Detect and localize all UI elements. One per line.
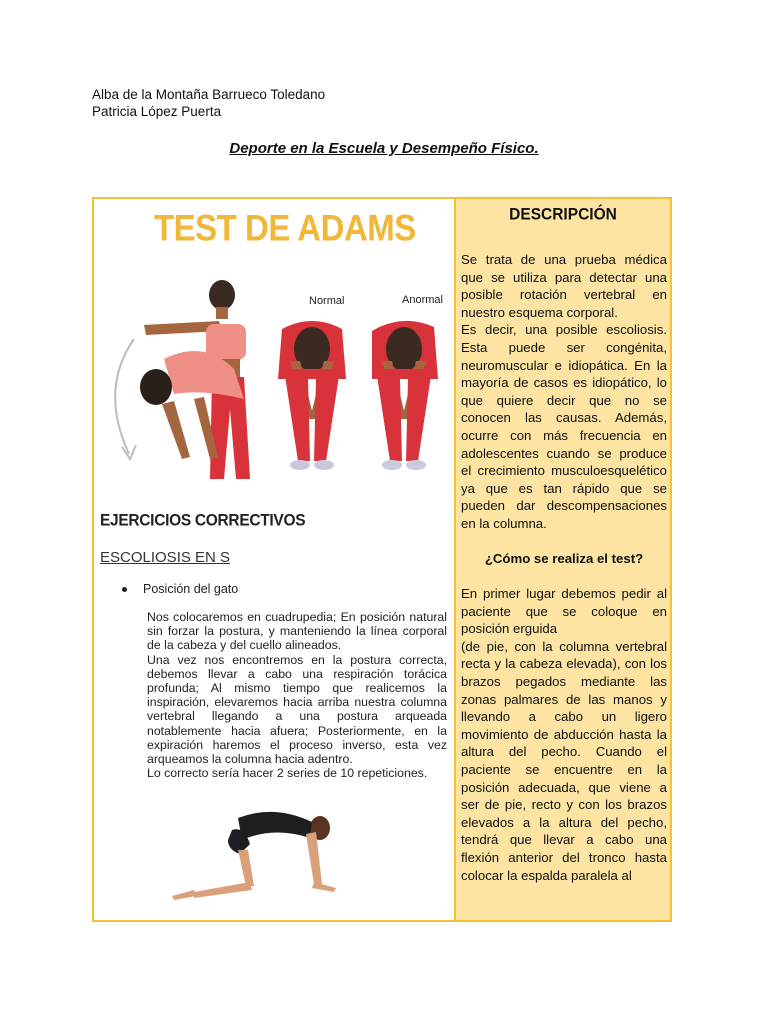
instruction-paragraph-3: Lo correcto sería hacer 2 series de 10 repeticiones. — [147, 766, 428, 781]
authors — [92, 86, 325, 120]
adams-test-illustration — [94, 269, 454, 509]
normal-back-figure — [278, 321, 346, 470]
test-adams-title: TEST DE ADAMS — [154, 207, 416, 249]
right-column — [456, 199, 670, 920]
author-2: Patricia López Puerta — [92, 104, 222, 119]
left-column — [94, 199, 454, 920]
instruction-paragraph-1: Nos colocaremos en cuadrupedia; En posición natural sin forzar la postura, y manteniendo la línea corporal de la cabeza y del cuello alineados. — [147, 610, 447, 653]
bullet-dot-icon — [122, 587, 127, 592]
instruction-paragraph-2: Una vez nos encontremos en la postura correcta, debemos llevar a cabo una respiración torácica profunda; Al mismo tiempo que realicemos la inspiración, elevaremos hacia arriba nuestra columna vertebral llegando a una postura arqueada notablemente hacia afuera; Posteriormente, en la expiración haremos el proceso inverso, esta vez arqueamos la columna hacia adentro. — [147, 652, 447, 767]
escoliosis-s-subtitle: ESCOLIOSIS EN S — [100, 549, 231, 566]
description-p4: (de pie, con la columna vertebral recta y la cabeza elevada), con los brazos pegados mediante las zonas palmares de las manos y llevando a cabo un ligero movimiento de abducción hasta la altura del pecho. Cuando el paciente se encuentre en la posición adecuada, que viene a ser de pie, recto y con los brazos elevados a la altura del pecho, tendrá que llevar a cabo una flexión anterior del tronco hasta colocar la espalda paralela al — [461, 638, 667, 883]
how-test-question: ¿Cómo se realiza el test? — [484, 550, 644, 566]
description-p2: Es decir, una posible escoliosis. Esta puede ser congénita, neuromuscular e idiopática. En la mayoría de casos es idiopático, lo que quiere decir que no se conocen las causas. Además, ocurre con más frecuencia en adolescentes cuando se produce el crecimiento musculoesquelético ya que es tan rápido que se pueden dar descompensaciones en la columna. — [461, 322, 667, 531]
description-p3: En primer lugar debemos pedir al paciente que se coloque en posición erguida — [461, 586, 667, 637]
label-normal: Normal — [309, 295, 345, 307]
content-table — [92, 197, 672, 922]
abnormal-back-figure — [372, 321, 438, 470]
motion-arrow-icon — [115, 339, 134, 454]
exercise-instructions — [147, 610, 447, 780]
bullet-label: Posición del gato — [143, 582, 239, 596]
document-title: Deporte en la Escuela y Desempeño Físico. — [229, 140, 539, 157]
description-text — [461, 251, 667, 884]
bullet-item — [122, 582, 238, 596]
author-1: Alba de la Montaña Barrueco Toledano — [92, 87, 326, 102]
label-anormal: Anormal — [402, 294, 443, 306]
descripcion-title: DESCRIPCIÓN — [509, 205, 617, 224]
description-intro: Se trata de una prueba médica que se utiliza para detectar una posible rotación vertebral en nuestro esquema corporal. — [461, 252, 667, 320]
ejercicios-correctivos-title: EJERCICIOS CORRECTIVOS — [100, 511, 306, 530]
cat-pose-illustration — [154, 796, 354, 914]
